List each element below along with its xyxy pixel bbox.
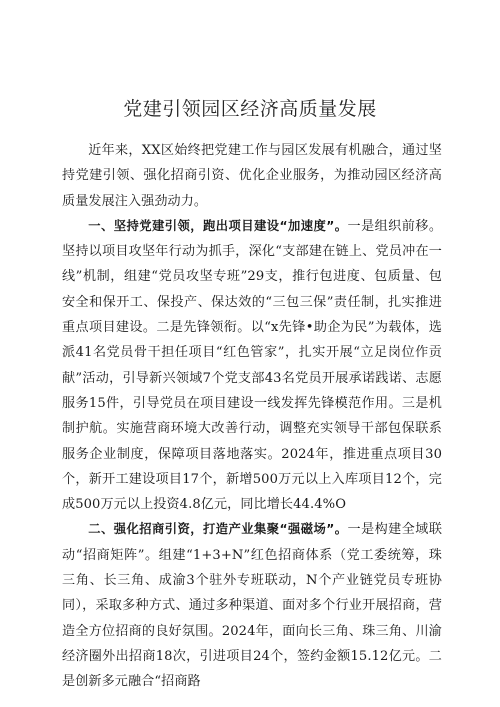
- intro-paragraph: [62, 138, 442, 214]
- paragraph-text: 一是组织前移。坚持以项目攻坚年行动为抓手，深化“支部建在链上、党员冲在一线”机制，组建“党员攻坚专班”29支，推行包进度、包质量、包安全和保开工、保投产、保达效的“三包三保”责任制，扎实推进重点项目建设。二是先锋领衔。以“x先锋•助企为民”为载体，选派41名党员骨干担任项目“红色管家”，扎实开展“立足岗位作贡献”活动，引导新兴领域7个党支部43名党员开展承诺践诺、志愿服务15件，引导党员在项目建设一线发挥先锋模范作用。三是机制护航。实施营商环境大改善行动，调整充实领导干部包保联系服务企业制度，保障项目落地落实。2024年，推进重点项目30个，新开工建设项目17个，新增500万元以上入库项目12个，完成500万元以上投资4.8亿元，同比增长44.4%O: [62, 218, 443, 513]
- document-body: [62, 138, 442, 695]
- section-1-heading: 一、坚持党建引领，跑出项目建设“加速度”。: [88, 218, 348, 233]
- paragraph-text: 一是构建全域联动“招商矩阵”。组建“1+3+N”红色招商体系（党工委统筹，珠三角、长三角、成渝3个驻外专班联动，N个产业链党员专班协同），采取多种方式、通过多种渠道、面对多个行业开展招商，营造全方位招商的良好氛围。2024年，面向长三角、珠三角、川渝经济圈外出招商18次，引进项目24个，签约金额15.12亿元。二是创新多元融合“招商路: [62, 522, 443, 690]
- paragraph-text: 近年来，XX区始终把党建工作与园区发展有机融合，通过坚持党建引领、强化招商引资、优化企业服务，为推动园区经济高质量发展注入强劲动力。: [62, 143, 442, 209]
- document-title: 党建引领园区经济高质量发展: [123, 98, 377, 120]
- section-1-paragraph: [62, 214, 442, 518]
- section-2-heading: 二、强化招商引资，打造产业集聚“强磁场”。: [88, 522, 348, 537]
- section-2-paragraph: [62, 517, 442, 694]
